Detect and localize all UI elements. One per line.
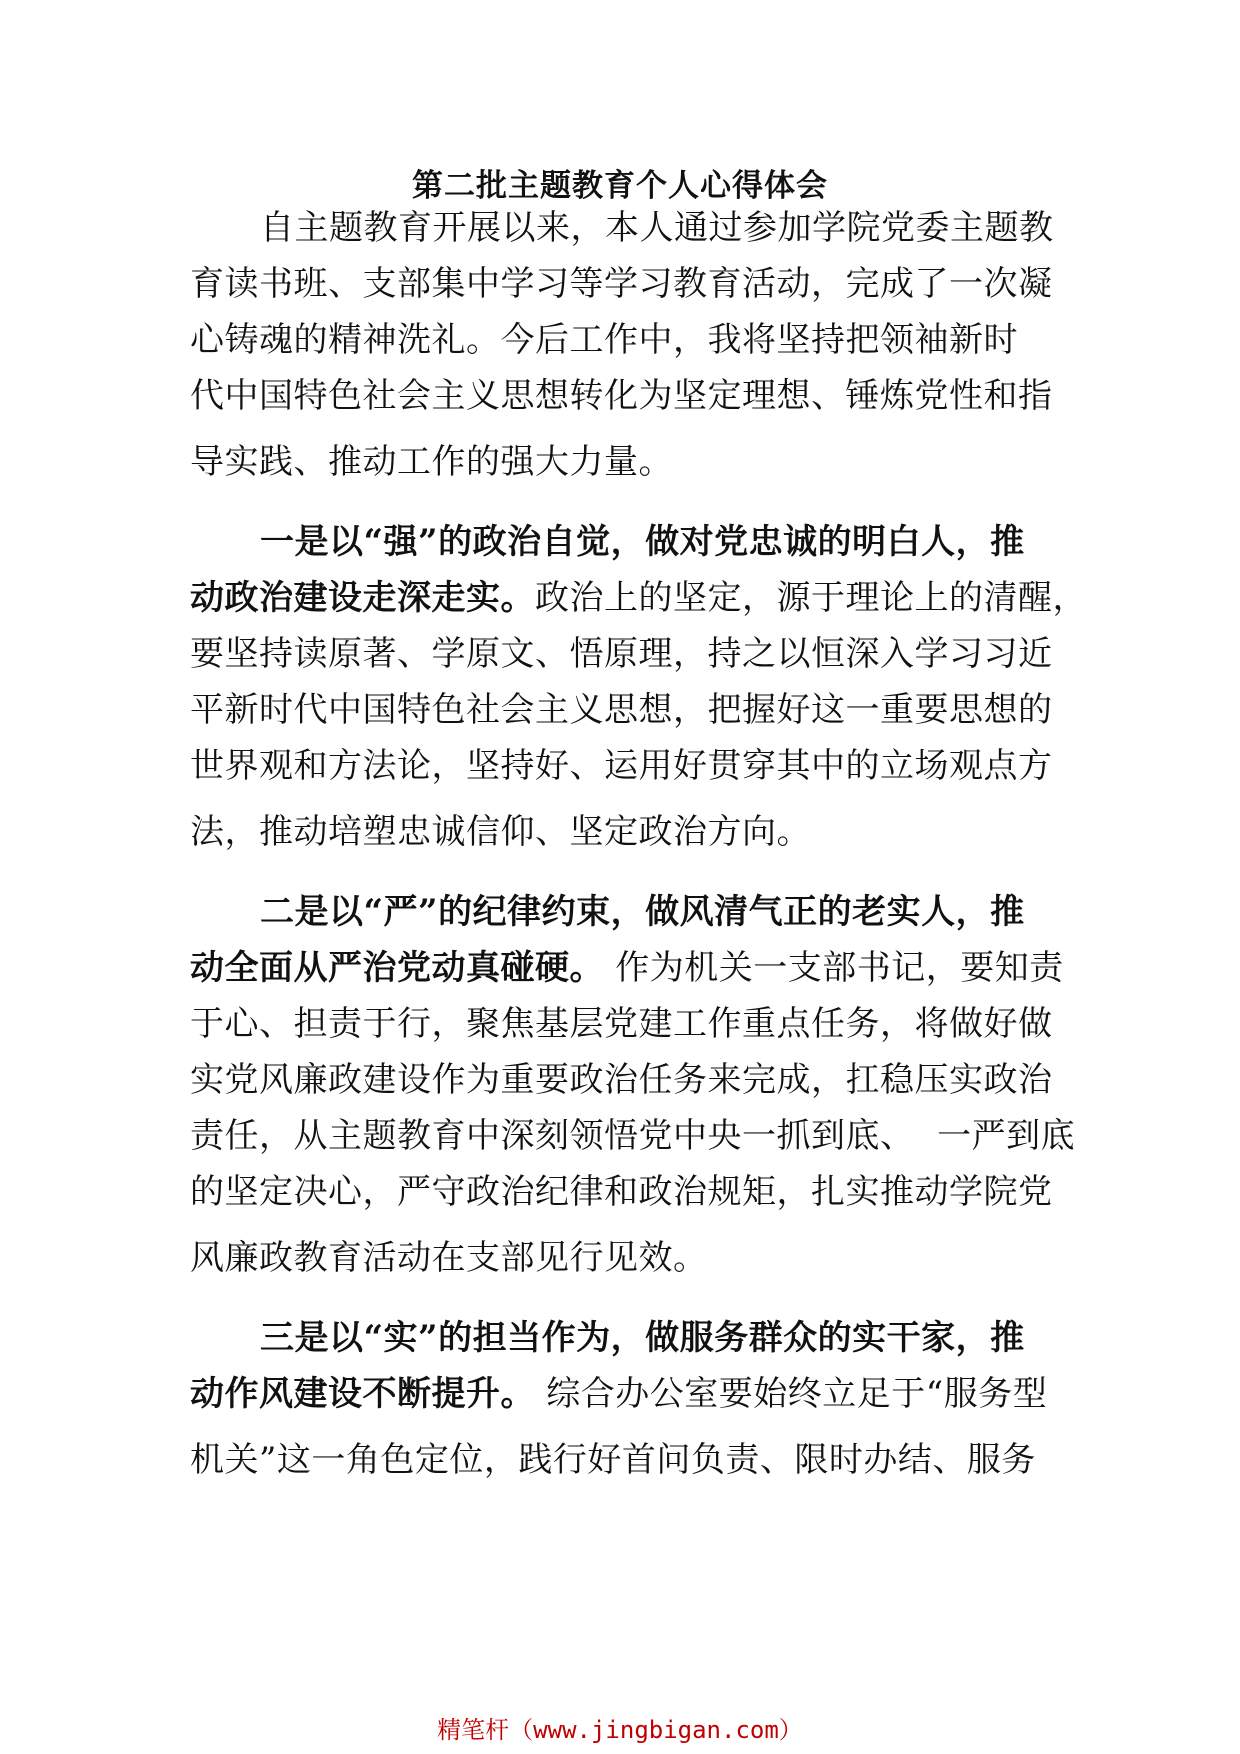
text-line: 于心、担责于行，聚焦基层党建工作重点任务，将做好做 <box>190 1004 1053 1044</box>
intro-paragraph <box>190 200 1070 490</box>
text-line <box>190 1366 1070 1422</box>
text-line <box>190 940 1070 996</box>
text-line: 责任，从主题教育中深刻领悟党中央一抓到底、 一严到底 <box>190 1116 1076 1156</box>
text-span: 政治上的坚定，源于理论上的清醒， <box>535 578 1087 618</box>
section-heading-end: 动政治建设走深走实。 <box>190 578 535 618</box>
text-line: 要坚持读原著、学原文、悟原理，持之以恒深入学习习近 <box>190 634 1053 674</box>
section-heading-end: 动作风建设不断提升。 <box>190 1374 535 1414</box>
text-line: 代中国特色社会主义思想转化为坚定理想、锤炼党性和指 <box>190 376 1053 416</box>
text-line: 平新时代中国特色社会主义思想，把握好这一重要思想的 <box>190 690 1053 730</box>
text-line: 风廉政教育活动在支部见行见效。 <box>190 1238 708 1278</box>
section-heading-line: 一是以“强”的政治自觉，做对党忠诚的明白人，推 <box>260 522 1025 562</box>
text-line: 育读书班、支部集中学习等学习教育活动，完成了一次凝 <box>190 264 1053 304</box>
text-line: 机关”这一角色定位，践行好首问负责、限时办结、服务 <box>190 1440 1036 1480</box>
section-3-paragraph <box>190 1310 1070 1488</box>
section-1-paragraph <box>190 514 1087 860</box>
text-line: 的坚定决心，严守政治纪律和政治规矩，扎实推动学院党 <box>190 1172 1053 1212</box>
text-line: 法，推动培塑忠诚信仰、坚定政治方向。 <box>190 812 811 852</box>
text-line <box>190 570 1087 626</box>
document-title: 第二批主题教育个人心得体会 <box>412 168 828 204</box>
text-line: 自主题教育开展以来，本人通过参加学院党委主题教 <box>260 208 1054 248</box>
document-body <box>190 200 1087 1488</box>
section-heading-line: 二是以“严”的纪律约束，做风清气正的老实人，推 <box>260 892 1025 932</box>
text-line: 导实践、推动工作的强大力量。 <box>190 442 673 482</box>
text-line: 世界观和方法论，坚持好、运用好贯穿其中的立场观点方 <box>190 746 1053 786</box>
section-heading-line: 三是以“实”的担当作为，做服务群众的实干家，推 <box>260 1318 1025 1358</box>
footer-watermark[interactable]: 精笔杆（www.jingbigan.com） <box>437 1716 803 1744</box>
text-span: 综合办公室要始终立足于“服务型 <box>535 1374 1048 1414</box>
section-heading-end: 动全面从严治党动真碰硬。 <box>190 948 604 988</box>
text-line: 实党风廉政建设作为重要政治任务来完成，扛稳压实政治 <box>190 1060 1053 1100</box>
text-span: 作为机关一支部书记，要知责 <box>604 948 1064 988</box>
section-2-paragraph <box>190 884 1076 1286</box>
text-line: 心铸魂的精神洗礼。今后工作中，我将坚持把领袖新时 <box>190 320 1018 360</box>
